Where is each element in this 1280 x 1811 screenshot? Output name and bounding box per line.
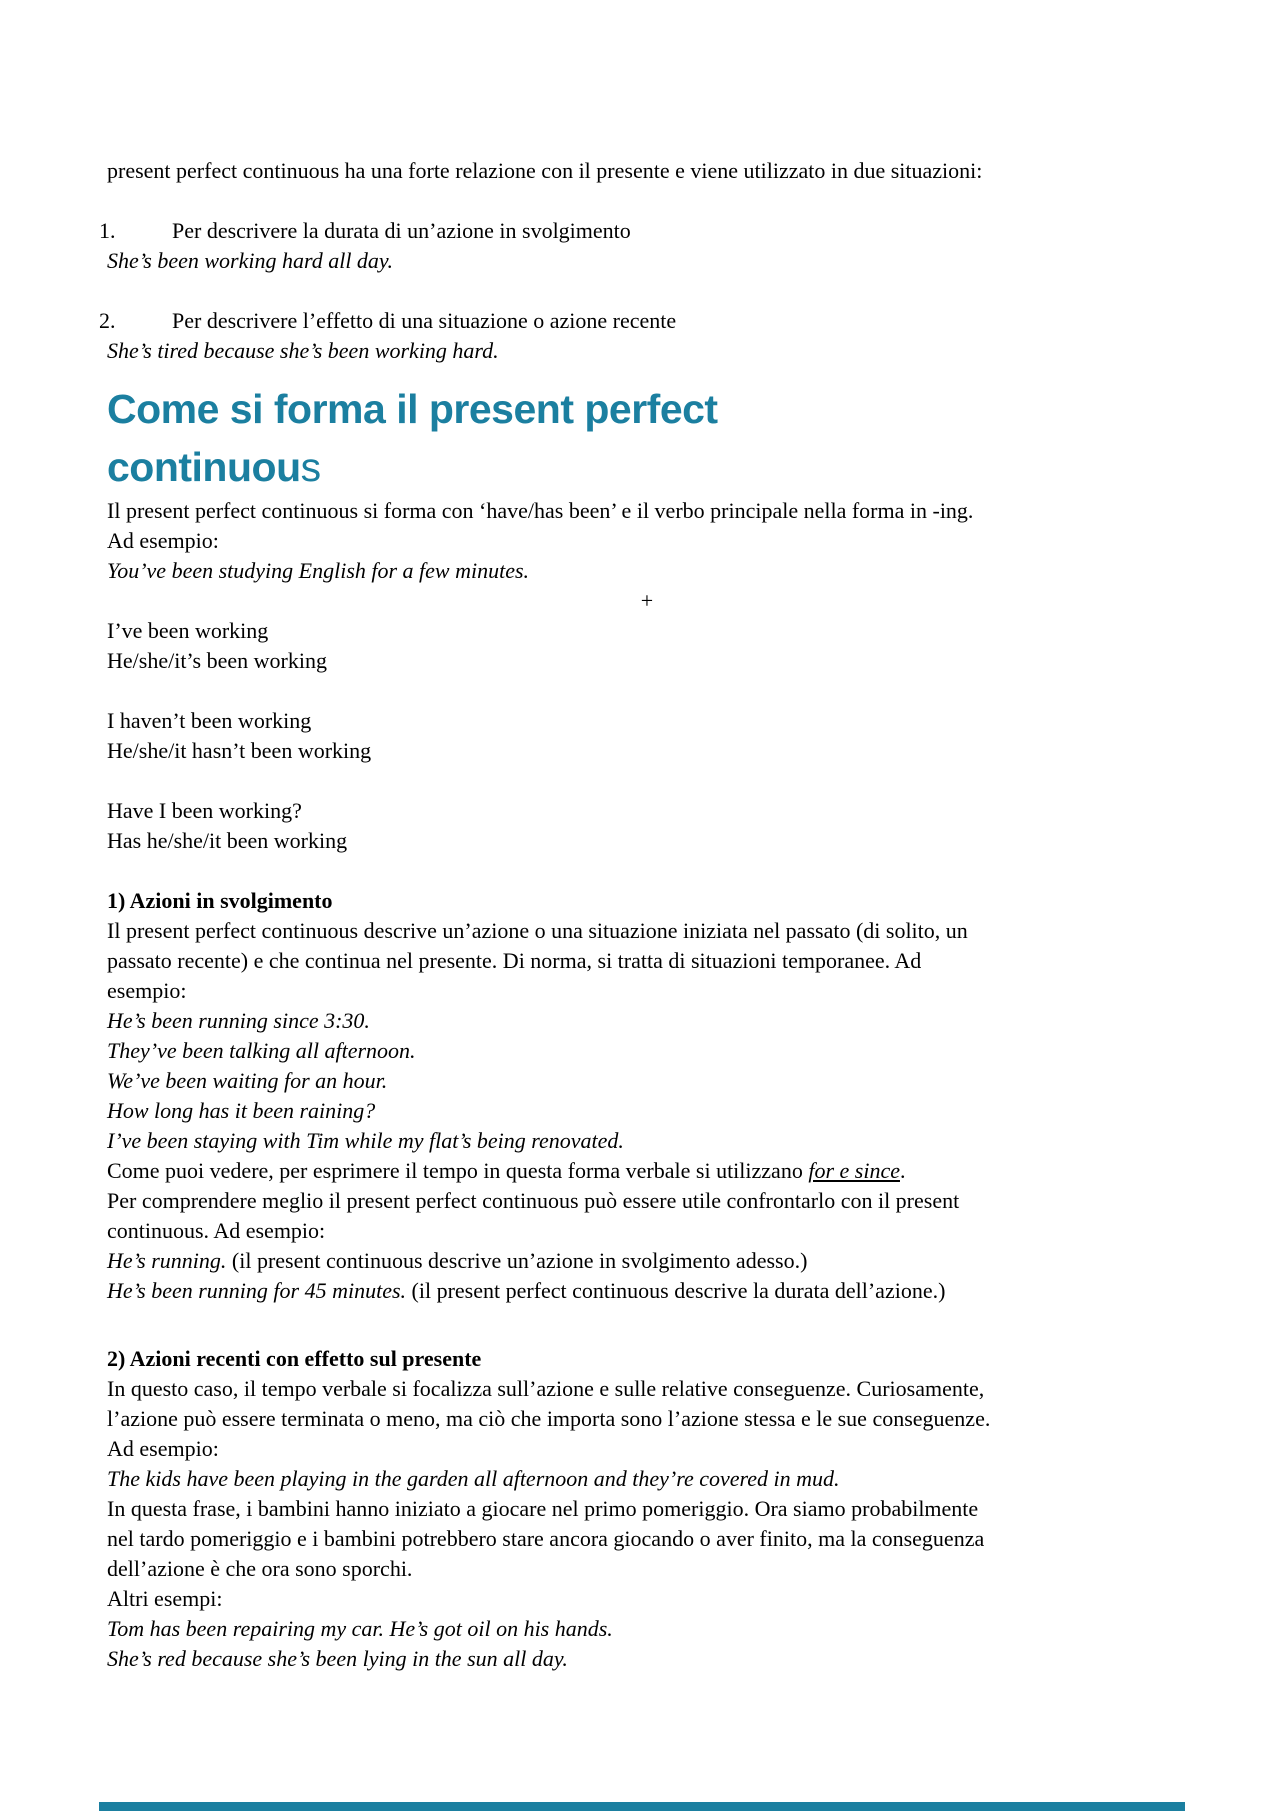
text-line: [107, 796, 1187, 826]
text-run: She’s been working hard all day.: [107, 248, 393, 273]
example-line: [107, 1614, 1187, 1644]
text-run: Il present perfect continuous descrive un’azione o una situazione iniziata nel passato (di solito, un: [107, 918, 968, 943]
text-run: Have I been working?: [107, 798, 302, 823]
text-run: Per descrivere la durata di un’azione in svolgimento: [172, 218, 631, 243]
example-line: [107, 1066, 1187, 1096]
example-line: [107, 336, 1187, 366]
text-line: [107, 1374, 1187, 1404]
text-run: .: [899, 1158, 906, 1183]
text-run: He’s running.: [107, 1248, 227, 1273]
text-run: s: [300, 444, 321, 490]
text-line: [107, 616, 1187, 646]
text-line: [107, 1246, 1187, 1276]
text-run: (il present perfect continuous descrive la durata dell’azione.): [406, 1278, 946, 1303]
text-run: He/she/it hasn’t been working: [107, 738, 372, 763]
text-run: l’azione può essere terminata o meno, ma ciò che importa sono l’azione stessa e le sue conseguenze.: [107, 1406, 991, 1431]
example-line: [107, 1644, 1187, 1674]
text-run: In questa frase, i bambini hanno iniziato a giocare nel primo pomeriggio. Ora siamo probabilmente: [107, 1496, 979, 1521]
blank-line: [107, 856, 1187, 886]
text-line: [107, 736, 1187, 766]
text-line: [107, 496, 1187, 526]
text-line: [107, 1276, 1187, 1306]
text-run: present perfect continuous ha una forte relazione con il presente e viene utilizzato in due situazioni:: [107, 158, 983, 183]
text-run: She’s red because she’s been lying in the sun all day.: [107, 1646, 568, 1671]
text-run: continuou: [107, 444, 301, 490]
text-run: The kids have been playing in the garden all afternoon and they’re covered in mud.: [107, 1466, 840, 1491]
text-run: How long has it been raining?: [107, 1098, 376, 1123]
text-run: Per comprendere meglio il present perfect continuous può essere utile confrontarlo con il present: [107, 1188, 960, 1213]
list-number: 2.: [99, 308, 116, 333]
section-title: [107, 886, 1187, 916]
example-line: [107, 246, 1187, 276]
cutoff-teal-band: [99, 1802, 1185, 1811]
text-run: We’ve been waiting for an hour.: [107, 1068, 388, 1093]
example-line: [107, 556, 1187, 586]
text-run: You’ve been studying English for a few minutes.: [107, 558, 530, 583]
text-line: [107, 526, 1187, 556]
text-line: [107, 1216, 1187, 1246]
plus-sign: +: [640, 588, 654, 613]
text-line: [107, 646, 1187, 676]
text-run: Per descrivere l’effetto di una situazione o azione recente: [172, 308, 677, 333]
text-run: Altri esempi:: [107, 1586, 223, 1611]
list-number: 1.: [99, 218, 116, 243]
text-run: He’s been running since 3:30.: [107, 1008, 370, 1033]
text-line: [107, 1524, 1187, 1554]
text-run: dell’azione è che ora sono sporchi.: [107, 1556, 413, 1581]
text-line: [107, 826, 1187, 856]
blank-line: [107, 1306, 1187, 1336]
blank-line: [107, 186, 1187, 216]
page-heading-line: [107, 438, 1187, 496]
text-run: He/she/it’s been working: [107, 648, 327, 673]
list-item: [99, 216, 1187, 246]
text-line: [107, 1434, 1187, 1464]
text-run: 2) Azioni recenti con effetto sul presente: [107, 1346, 482, 1371]
text-line: [107, 1156, 1187, 1186]
example-line: [107, 1096, 1187, 1126]
text-line: [107, 156, 1187, 186]
text-run: He’s been running for 45 minutes.: [107, 1278, 407, 1303]
text-run: Il present perfect continuous si forma con ‘have/has been’ e il verbo principale nella forma in -ing.: [107, 498, 974, 523]
example-line: [107, 1006, 1187, 1036]
text-line: [107, 976, 1187, 1006]
blank-line: [107, 276, 1187, 306]
text-run: Ad esempio:: [107, 1436, 219, 1461]
blank-line: [107, 676, 1187, 706]
text-line: [107, 916, 1187, 946]
text-run: Come si forma il present perfect: [107, 386, 718, 432]
blank-line: [107, 766, 1187, 796]
page-heading-line: [107, 380, 1187, 438]
text-run: Tom has been repairing my car. He’s got oil on his hands.: [107, 1616, 613, 1641]
text-run: Has he/she/it been working: [107, 828, 348, 853]
text-line: [107, 1186, 1187, 1216]
example-line: [107, 1036, 1187, 1066]
text-line: [107, 1584, 1187, 1614]
text-run: passato recente) e che continua nel presente. Di norma, si tratta di situazioni temporanee. Ad: [107, 948, 922, 973]
text-run: Come puoi vedere, per esprimere il tempo in questa forma verbale si utilizzano: [107, 1158, 809, 1183]
list-item: [99, 306, 1187, 336]
text-run: nel tardo pomeriggio e i bambini potrebbero stare ancora giocando o aver finito, ma la conseguenza: [107, 1526, 985, 1551]
example-line: [107, 1126, 1187, 1156]
text-run: They’ve been talking all afternoon.: [107, 1038, 416, 1063]
text-run: I’ve been working: [107, 618, 269, 643]
text-line: [107, 706, 1187, 736]
text-run: continuous. Ad esempio:: [107, 1218, 326, 1243]
example-line: [107, 1464, 1187, 1494]
text-run: esempio:: [107, 978, 187, 1003]
text-run: In questo caso, il tempo verbale si focalizza sull’azione e sulle relative conseguenze. Curiosamente,: [107, 1376, 985, 1401]
text-line: [107, 1554, 1187, 1584]
text-line: [107, 946, 1187, 976]
text-line: [107, 1494, 1187, 1524]
text-run: I haven’t been working: [107, 708, 312, 733]
page-heading: [107, 380, 1187, 496]
text-run: She’s tired because she’s been working hard.: [107, 338, 499, 363]
text-run: for e since: [808, 1158, 900, 1183]
text-run: (il present continuous descrive un’azione in svolgimento adesso.): [226, 1248, 808, 1273]
text-line: [107, 1404, 1187, 1434]
text-run: I’ve been staying with Tim while my flat’s being renovated.: [107, 1128, 624, 1153]
text-run: Ad esempio:: [107, 528, 219, 553]
text-run: 1) Azioni in svolgimento: [107, 888, 333, 913]
section-title: [107, 1344, 1187, 1374]
